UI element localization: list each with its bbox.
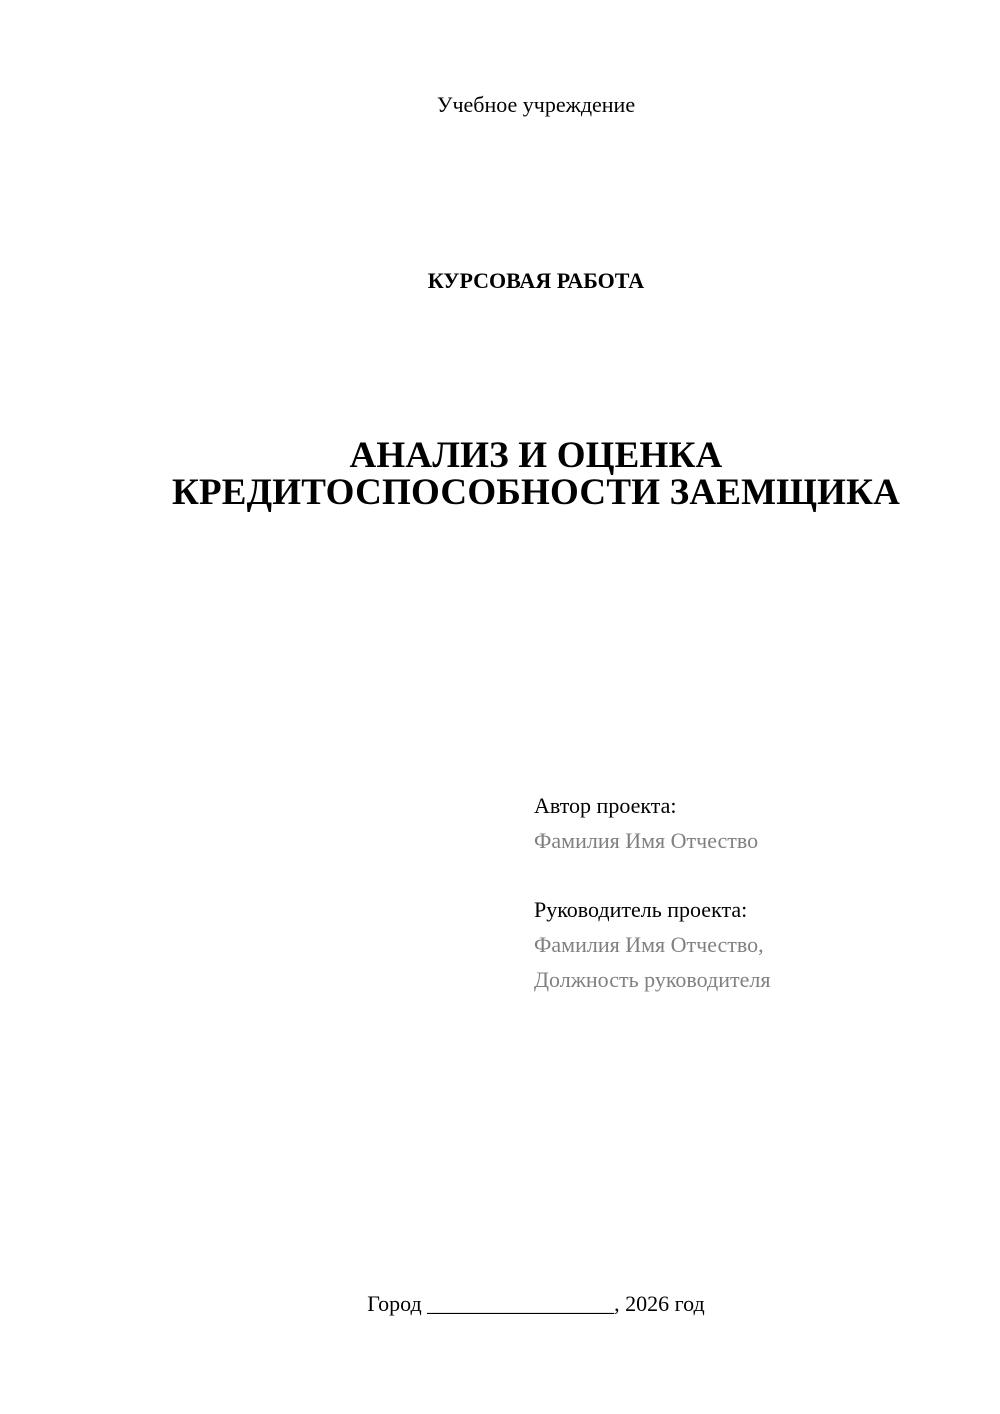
work-type-heading: КУРСОВАЯ РАБОТА (427, 268, 645, 293)
supervisor-position: Должность руководителя (534, 967, 771, 992)
project-info-block (534, 788, 974, 997)
document-title (0, 437, 1000, 511)
author-label: Автор проекта: (534, 793, 677, 818)
institution-name: Учебное учреждение (436, 92, 636, 117)
supervisor-label: Руководитель проекта: (534, 897, 748, 922)
supervisor-name: Фамилия Имя Отчество, (534, 932, 764, 957)
city-year-line: Город _________________, 2026 год (367, 1291, 705, 1316)
document-title-line-1: АНАЛИЗ И ОЦЕНКА (349, 435, 723, 476)
author-name: Фамилия Имя Отчество (534, 828, 759, 853)
info-spacer (534, 858, 974, 892)
document-title-line-2: КРЕДИТОСПОСОБНОСТИ ЗАЕМЩИКА (171, 472, 901, 513)
